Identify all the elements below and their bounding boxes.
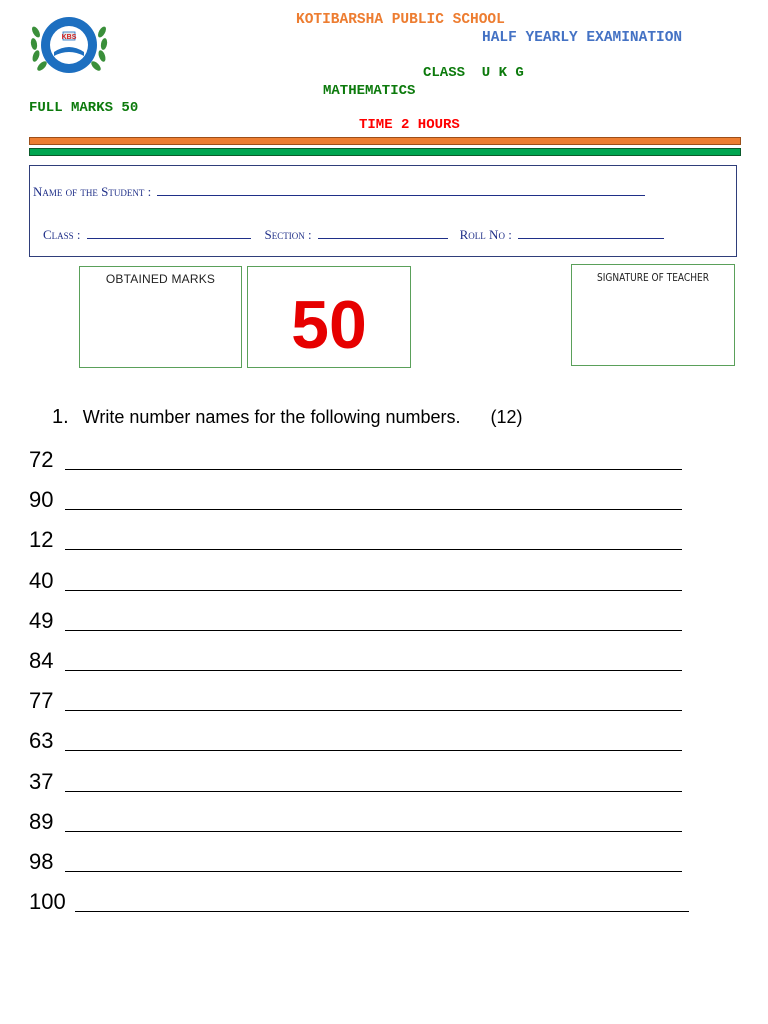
question-number: 1. — [52, 406, 69, 428]
answer-row — [29, 607, 699, 647]
answer-line[interactable] — [65, 871, 682, 872]
number-label: 40 — [29, 567, 54, 593]
answer-row — [29, 486, 699, 526]
answer-line[interactable] — [65, 791, 682, 792]
green-divider — [29, 148, 741, 156]
answer-row — [29, 687, 699, 727]
roll-field[interactable] — [518, 238, 664, 239]
marks-value-box — [247, 266, 411, 368]
answer-row — [29, 647, 699, 687]
number-label: 12 — [29, 527, 54, 553]
signature-box — [571, 264, 735, 366]
subject-label: MATHEMATICS — [323, 83, 416, 99]
answer-row — [29, 727, 699, 767]
answer-row — [29, 808, 699, 848]
class-field[interactable] — [87, 238, 251, 239]
obtained-marks-box — [79, 266, 242, 368]
class-label: CLASS U K G — [423, 65, 524, 81]
answer-line[interactable] — [65, 549, 682, 550]
time-label: TIME 2 HOURS — [359, 117, 460, 133]
school-logo — [28, 12, 110, 78]
full-marks: FULL MARKS 50 — [29, 100, 139, 116]
marks-value: 50 — [291, 287, 367, 363]
number-label: 90 — [29, 487, 54, 513]
answer-row — [29, 567, 699, 607]
student-name-label: Name of the Student : — [33, 184, 152, 199]
answer-line[interactable] — [65, 831, 682, 832]
question-marks: (12) — [490, 407, 523, 427]
answer-line[interactable] — [65, 670, 682, 671]
question-1 — [52, 406, 523, 429]
answer-line[interactable] — [65, 630, 682, 631]
student-info-box — [29, 165, 737, 257]
exam-name: HALF YEARLY EXAMINATION — [482, 30, 683, 46]
orange-divider — [29, 137, 741, 145]
number-label: 77 — [29, 688, 54, 714]
answer-line[interactable] — [65, 750, 682, 751]
answer-row — [29, 848, 699, 888]
answer-line[interactable] — [75, 911, 689, 912]
signature-label: SIGNATURE OF TEACHER — [597, 271, 709, 284]
section-field-label: Section : — [264, 227, 312, 242]
roll-field-label: Roll No : — [459, 227, 512, 242]
school-name: KOTIBARSHA PUBLIC SCHOOL — [296, 12, 505, 28]
logo-initials: KBS — [61, 34, 77, 41]
obtained-marks-label: OBTAINED MARKS — [105, 272, 216, 286]
answer-line[interactable] — [65, 509, 682, 510]
answer-list — [29, 446, 699, 928]
answer-line[interactable] — [65, 710, 682, 711]
answer-row — [29, 768, 699, 808]
number-label: 63 — [29, 728, 54, 754]
answer-line[interactable] — [65, 590, 682, 591]
number-label: 49 — [29, 607, 54, 633]
number-label: 37 — [29, 768, 54, 794]
answer-row — [29, 446, 699, 486]
class-row — [43, 227, 664, 243]
number-label: 72 — [29, 447, 54, 472]
number-label: 89 — [29, 808, 54, 834]
answer-row — [29, 888, 699, 928]
class-field-label: Class : — [43, 227, 81, 242]
number-label: 98 — [29, 848, 54, 874]
student-name-row — [33, 184, 645, 200]
number-label: 84 — [29, 647, 54, 673]
answer-line[interactable] — [65, 469, 682, 470]
question-text: Write number names for the following numbers. — [82, 407, 461, 427]
number-label: 100 — [29, 889, 66, 915]
answer-row — [29, 526, 699, 566]
student-name-field[interactable] — [157, 195, 645, 196]
section-field[interactable] — [318, 238, 448, 239]
